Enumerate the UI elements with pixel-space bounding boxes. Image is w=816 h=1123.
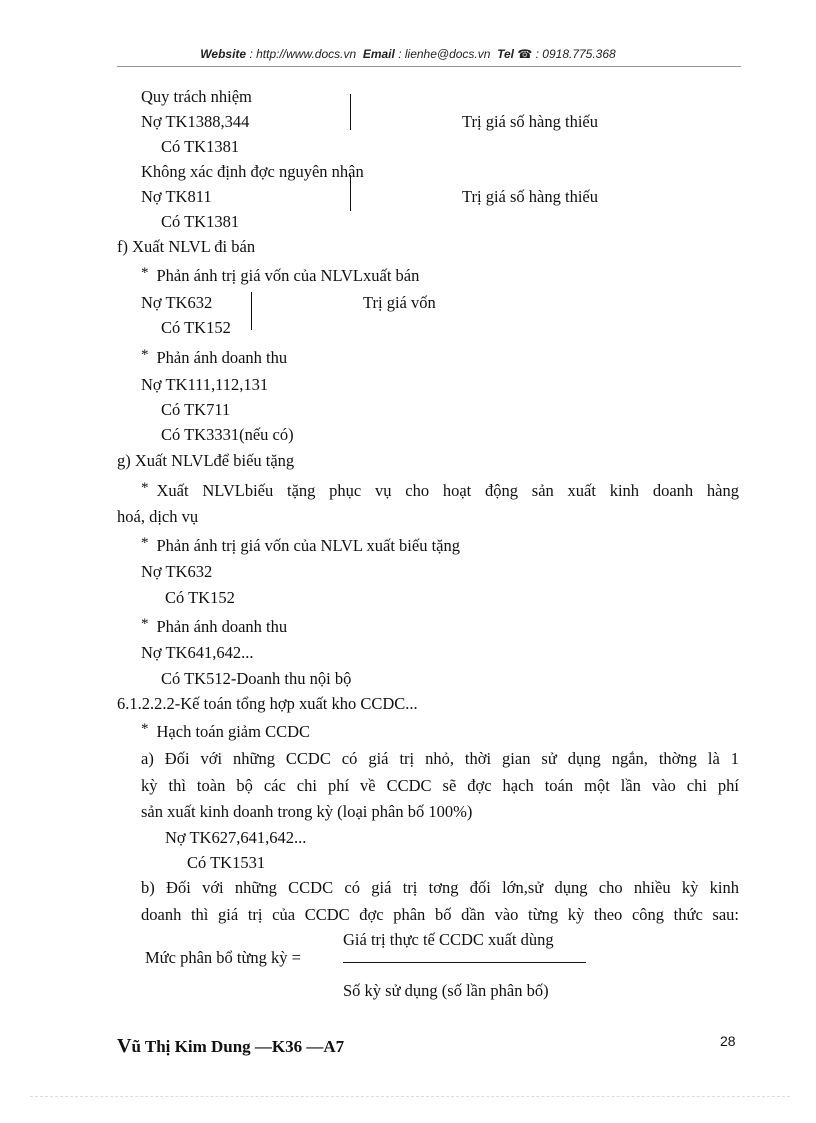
page-header — [0, 47, 816, 61]
text-line: Nợ TK811 — [141, 187, 212, 206]
text-line: b) Đối với những CCDC có giá trị tơng đối lớn,sử dụng cho nhiều kỳ kinh — [141, 878, 739, 897]
author-footer: Vũ Thị Kim Dung —K36 —A7 — [117, 1035, 345, 1057]
formula-denominator: Số kỳ sử dụng (số lần phân bố) — [343, 981, 549, 1000]
formula-label: Mức phân bổ từng kỳ = — [145, 948, 301, 967]
text-line: Nợ TK632 — [141, 562, 213, 581]
entry-divider — [350, 175, 351, 211]
text-line: Có TK512-Doanh thu nội bộ — [161, 669, 352, 688]
text-line: Nợ TK627,641,642... — [165, 828, 307, 847]
text-line: Quy trách nhiệm — [141, 87, 252, 106]
text-line: sản xuất kinh doanh trong kỳ (loại phân bố 100%) — [141, 802, 473, 821]
text-line: Nợ TK111,112,131 — [141, 375, 269, 394]
text-line: Có TK152 — [165, 588, 235, 607]
entry-divider — [251, 292, 252, 330]
text-line: kỳ thì toàn bộ các chi phí về CCDC sẽ đợc hạch toán một lần vào chi phí — [141, 776, 739, 795]
text-line: Có TK1381 — [161, 212, 240, 231]
entry-divider — [350, 94, 351, 130]
email-label: Email — [362, 47, 395, 61]
email-link[interactable]: : lienhe@docs.vn — [398, 47, 491, 61]
text-line: doanh thì giá trị của CCDC đợc phân bố dần vào từng kỳ theo công thức sau: — [141, 905, 739, 924]
tel-label: Tel ☎ — [497, 47, 533, 61]
bullet-line: * Phản ánh trị giá vốn của NLVL xuất biếu tặng — [141, 535, 461, 555]
bullet-line: * Xuất NLVLbiếu tặng phục vụ cho hoạt động sản xuất kinh doanh hàng — [141, 480, 739, 500]
text-line: hoá, dịch vụ — [117, 507, 199, 526]
page-number: 28 — [720, 1033, 736, 1049]
bullet-line: * Phản ánh doanh thu — [141, 616, 288, 636]
section-heading: 6.1.2.2.2-Kế toán tổng hợp xuất kho CCDC... — [117, 694, 418, 713]
bullet-star: * — [141, 616, 149, 632]
text-line: Nợ TK632 — [141, 293, 213, 312]
text-line: Trị giá số hàng thiếu — [462, 112, 598, 131]
header-rule — [117, 66, 741, 67]
text-line: Có TK1531 — [187, 853, 266, 872]
bullet-star: * — [141, 721, 149, 737]
website-link[interactable]: : http://www.docs.vn — [249, 47, 357, 61]
text-line: Có TK711 — [161, 400, 231, 419]
text-line: Có TK1381 — [161, 137, 240, 156]
fraction-bar — [343, 962, 586, 963]
page-bottom-rule — [30, 1096, 790, 1097]
bullet-line: * Hạch toán giảm CCDC — [141, 721, 311, 741]
text-line: Có TK3331(nếu có) — [161, 425, 294, 444]
section-heading: f) Xuất NLVL đi bán — [117, 237, 256, 256]
bullet-star: * — [141, 265, 149, 281]
text-line: a) Đối với những CCDC có giá trị nhỏ, thời gian sử dụng ngắn, thờng là 1 — [141, 749, 739, 768]
section-heading: g) Xuất NLVLđể biếu tặng — [117, 451, 295, 470]
text-line: Trị giá số hàng thiếu — [462, 187, 598, 206]
text-line: Trị giá vốn — [363, 293, 436, 312]
tel-value: : 0918.775.368 — [535, 47, 616, 61]
website-label: Website — [200, 47, 247, 61]
text-line: Nợ TK641,642... — [141, 643, 254, 662]
bullet-line: * Phản ánh trị giá vốn của NLVLxuất bán — [141, 265, 420, 285]
text-line: Không xác định đợc nguyên nhân — [141, 162, 364, 181]
bullet-star: * — [141, 535, 149, 551]
formula-numerator: Giá trị thực tế CCDC xuất dùng — [343, 930, 554, 949]
text-line: Có TK152 — [161, 318, 231, 337]
text-line: Nợ TK1388,344 — [141, 112, 250, 131]
bullet-star: * — [141, 480, 149, 496]
bullet-line: * Phản ánh doanh thu — [141, 347, 288, 367]
bullet-star: * — [141, 347, 149, 363]
